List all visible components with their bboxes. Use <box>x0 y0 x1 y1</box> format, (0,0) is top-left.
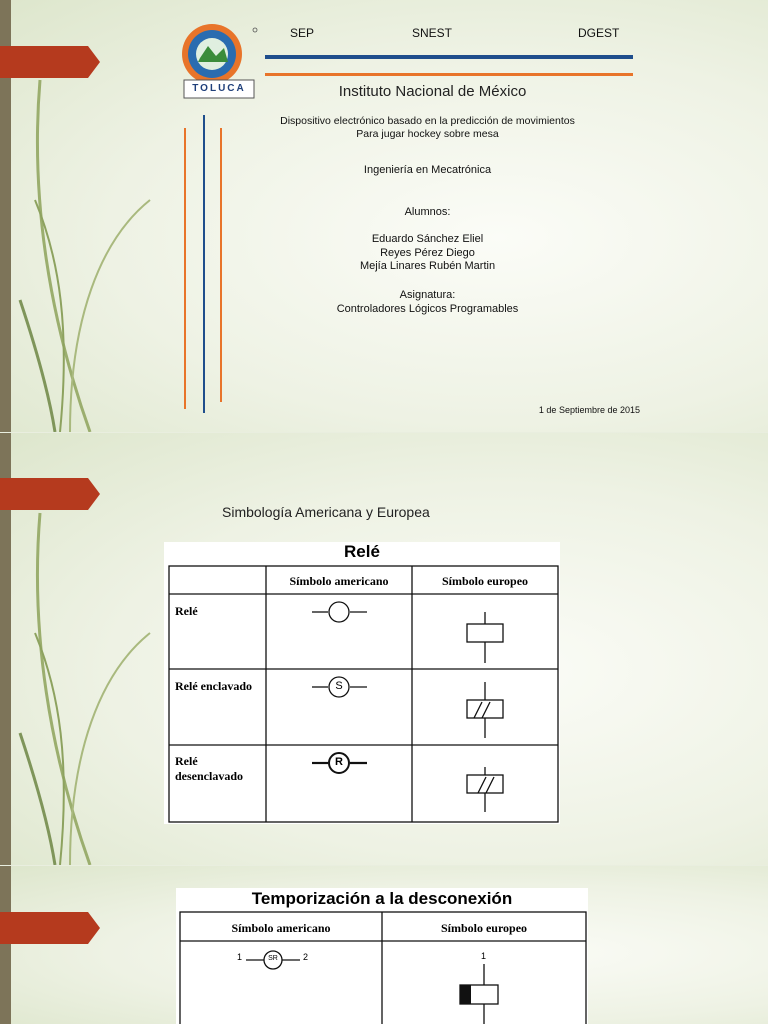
tab-arrow-icon <box>0 912 100 944</box>
subject-label: Asignatura: <box>399 289 456 301</box>
decorative-curves <box>0 866 160 1024</box>
logo-text: TOLUCA <box>192 83 246 94</box>
relay-symbol-table <box>164 542 560 824</box>
students-label: Alumnos: <box>404 206 451 218</box>
subject-name: Controladores Lógicos Programables <box>336 303 519 315</box>
table-title: Relé <box>344 542 380 561</box>
student-name: Eduardo Sánchez Eliel <box>371 233 484 245</box>
student-name: Mejía Linares Rubén Martin <box>359 260 496 272</box>
title-slide <box>0 0 768 432</box>
project-title-line2: Para jugar hockey sobre mesa <box>356 128 499 140</box>
pin-1-label: 1 <box>237 952 243 962</box>
timer-symbol-table <box>176 888 588 1024</box>
orange-vertical-line <box>184 128 186 409</box>
symbology-slide <box>0 433 768 865</box>
tab-arrow-icon <box>0 46 100 78</box>
row-label: Relé desenclavado <box>175 754 244 783</box>
table-title: Temporización a la desconexión <box>251 889 513 908</box>
relay-set-letter: S <box>335 680 343 692</box>
snest-label: SNEST <box>412 26 453 40</box>
timer-sr-label: SR <box>268 955 278 962</box>
timer-slide <box>0 866 768 1024</box>
column-header-american: Símbolo americano <box>289 574 389 588</box>
header-blue-line <box>265 55 633 59</box>
column-header-european: Símbolo europeo <box>440 921 528 935</box>
dgest-label: DGEST <box>578 26 620 40</box>
row-label: Relé <box>175 604 198 618</box>
slide-title: Simbología Americana y Europea <box>222 504 430 520</box>
tab-arrow-icon <box>0 478 100 510</box>
column-header-american: Símbolo americano <box>231 921 331 935</box>
project-title-line1: Dispositivo electrónico basado en la predicción de movimientos <box>280 115 575 127</box>
european-pin-label: 1 <box>481 951 487 961</box>
sep-label: SEP <box>290 26 315 40</box>
institute-name: Instituto Nacional de México <box>338 83 527 100</box>
row-label: Relé enclavado <box>175 679 252 693</box>
pin-2-label: 2 <box>303 952 309 962</box>
header-orange-line <box>265 73 633 76</box>
student-name: Reyes Pérez Diego <box>380 247 475 259</box>
relay-reset-letter: R <box>335 756 343 768</box>
date-text: 1 de Septiembre de 2015 <box>538 405 640 415</box>
orange-vertical-line-2 <box>220 128 222 402</box>
blue-vertical-line <box>203 115 205 413</box>
career-name: Ingeniería en Mecatrónica <box>363 164 492 176</box>
column-header-european: Símbolo europeo <box>441 574 529 588</box>
